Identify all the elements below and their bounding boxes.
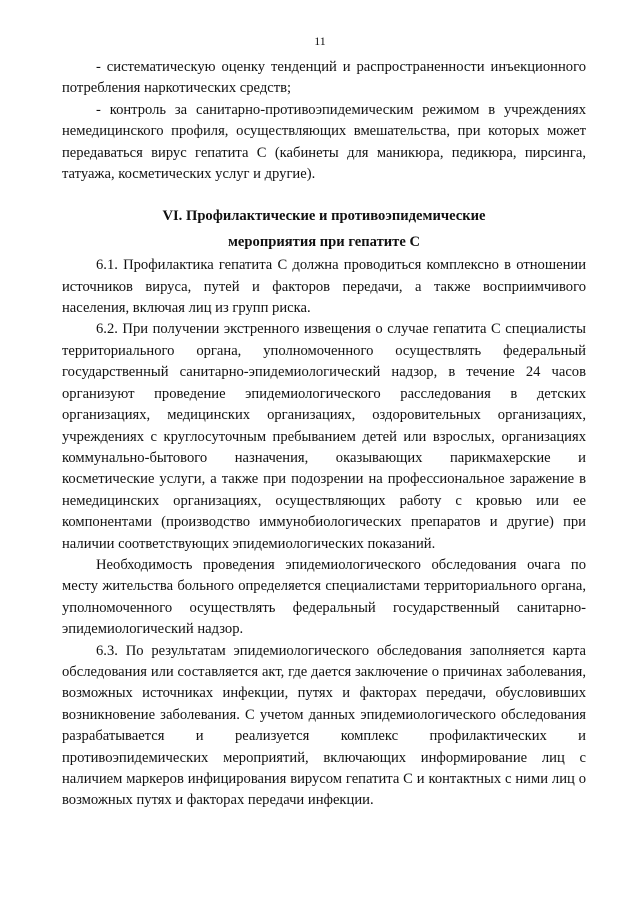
- section-heading-line1: VI. Профилактические и противоэпидемические: [162, 208, 486, 225]
- paragraph-injection-monitoring: - систематическую оценку тенденций и распространенности инъекционного потребления наркотических средств;: [62, 59, 586, 97]
- paragraph-sanitary-control: - контроль за санитарно-противоэпидемическим режимом в учреждениях немедицинского профиля, осуществляющих вмешательства, при которых может передаваться вирус гепатита C (кабинеты для маникюра, педикюра, пирсинга, татуажа, косметических услуг и другие).: [62, 101, 586, 183]
- spacer: [62, 185, 586, 206]
- page-number: 11: [314, 34, 326, 48]
- paragraph-6-2: 6.2. При получении экстренного извещения о случае гепатита C специалисты территориального органа, уполномоченного осуществлять федеральный государственный санитарно-эпидемиологический надзор, в течение 24 часов организуют проведение эпидемиологического расследования в детских организациях, медицинских организациях, оздоровительных организациях, учреждениях с круглосуточным пребыванием детей или взрослых, организациях коммунально-бытового назначения, оказывающих парикмахерские и косметические услуги, а также при подозрении на профессиональное заражение в немедицинских организациях, осуществляющих работу с кровью или ее компонентами (производство иммунобиологических препаратов и другие) при наличии соответствующих эпидемиологических показаний.: [62, 321, 586, 552]
- paragraph-outbreak-investigation: Необходимость проведения эпидемиологического обследования очага по месту жительства больного определяется специалистами территориального органа, уполномоченного осуществлять федеральный государственный санитарно-эпидемиологический надзор.: [62, 556, 586, 638]
- document-body: [62, 57, 586, 812]
- paragraph-6-1: 6.1. Профилактика гепатита C должна проводиться комплексно в отношении источников вируса, путей и факторов передачи, а также восприимчивого населения, включая лиц из групп риска.: [62, 257, 586, 317]
- section-heading-line2: мероприятия при гепатите C: [227, 233, 420, 250]
- paragraph-6-3: 6.3. По результатам эпидемиологического обследования заполняется карта обследования или составляется акт, где дается заключение о причинах заболевания, возможных источниках инфекции, путях и факторах передачи, обусловивших возникновение заболевания. С учетом данных эпидемиологического обследования разрабатывается и реализуется комплекс профилактических и противоэпидемических мероприятий, включающих информирование лиц с наличием маркеров инфицирования вирусом гепатита C и контактных с ними лиц о возможных путях и факторах передачи инфекции.: [62, 642, 586, 809]
